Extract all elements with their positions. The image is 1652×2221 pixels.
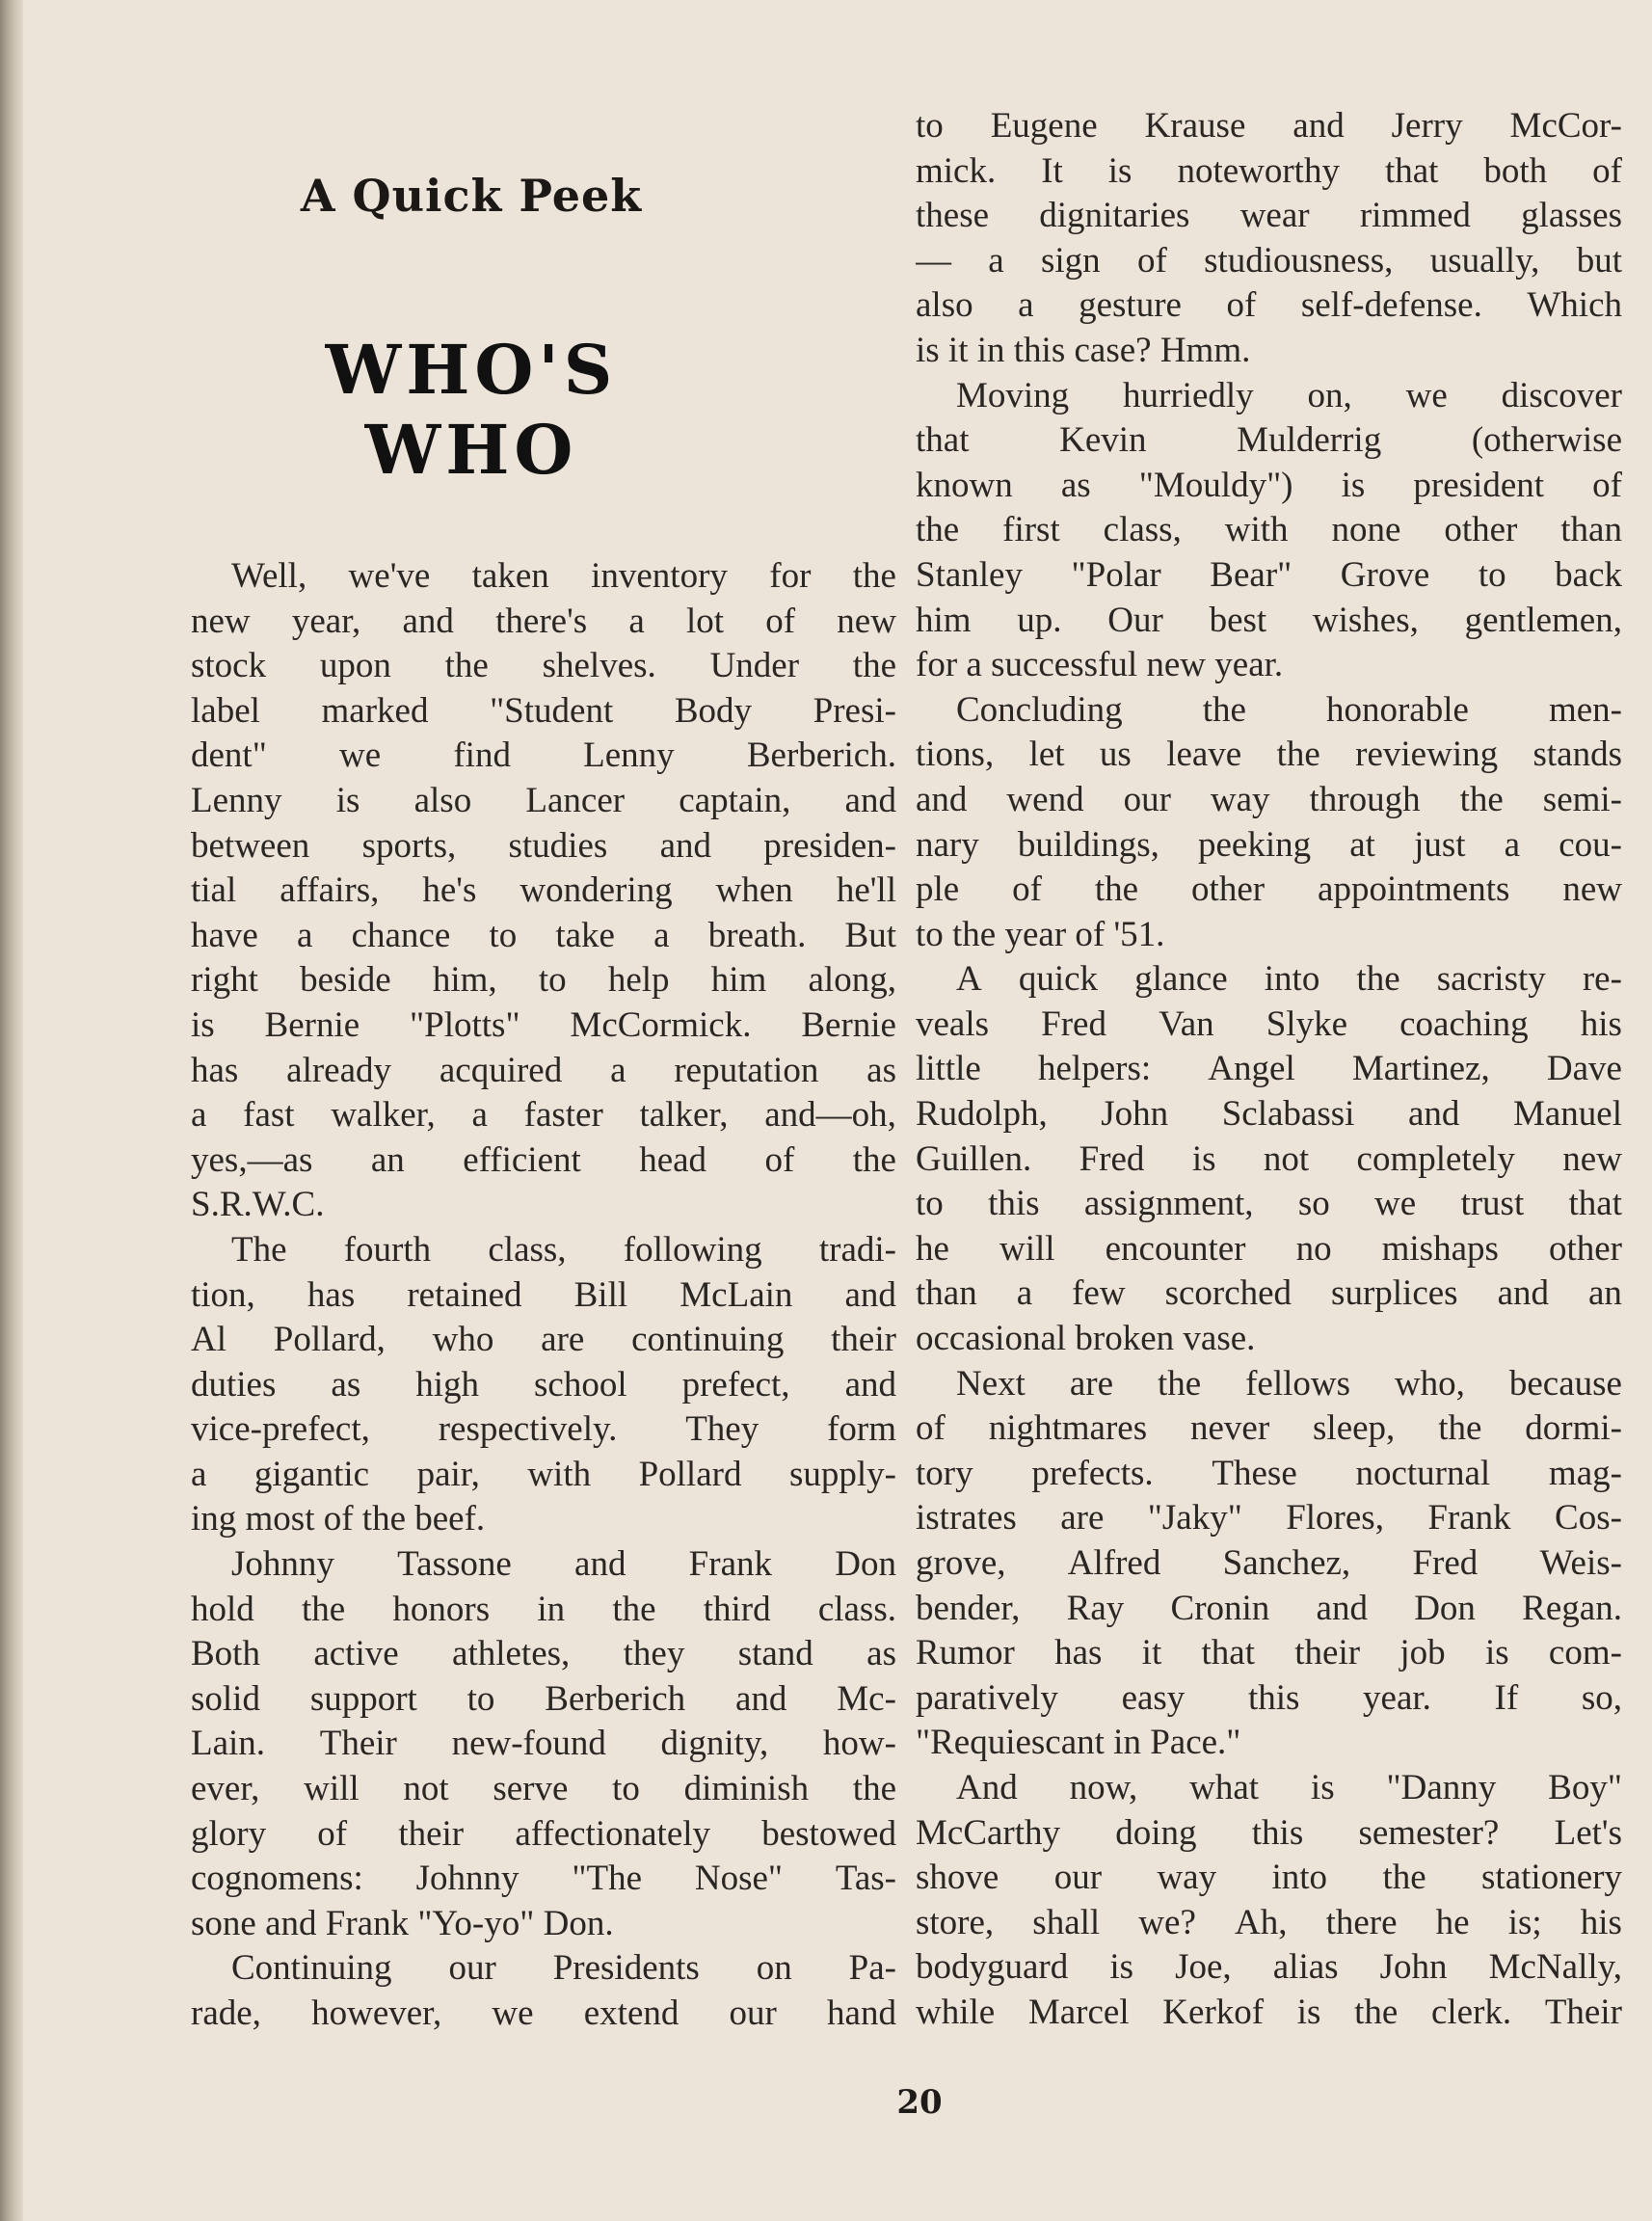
text-line: ing most of the beef.	[191, 1499, 486, 1539]
text-line: than a few scorched surplices and an	[916, 1273, 1622, 1314]
text-line: ever, will not serve to diminish the	[191, 1769, 896, 1809]
text-line: mick. It is noteworthy that both of	[916, 150, 1622, 191]
text-line: while Marcel Kerkof is the clerk. Their	[916, 1992, 1622, 2032]
text-line: tory prefects. These nocturnal mag-	[916, 1453, 1622, 1493]
text-line: between sports, studies and presiden-	[191, 825, 896, 866]
text-line: Rudolph, John Sclabassi and Manuel	[916, 1094, 1622, 1135]
text-line: a fast walker, a faster talker, and—oh,	[191, 1095, 896, 1136]
text-line: solid support to Berberich and Mc-	[191, 1678, 896, 1719]
text-line: McCarthy doing this semester? Let's	[916, 1812, 1622, 1853]
text-line: Rumor has it that their job is com-	[916, 1633, 1622, 1673]
text-line: new year, and there's a lot of new	[191, 601, 896, 641]
text-line: him up. Our best wishes, gentlemen,	[916, 600, 1622, 640]
text-line: he will encounter no mishaps other	[916, 1228, 1622, 1269]
text-line: a gigantic pair, with Pollard supply-	[191, 1454, 896, 1494]
text-line: bodyguard is Joe, alias John McNally,	[916, 1947, 1622, 1988]
text-line: for a successful new year.	[916, 645, 1284, 685]
text-line: The fourth class, following tradi-	[231, 1229, 896, 1270]
section-kicker: A Quick Peek	[300, 170, 643, 222]
text-line: bender, Ray Cronin and Don Regan.	[916, 1588, 1622, 1628]
text-line: to this assignment, so we trust that	[916, 1184, 1622, 1224]
text-line: Next are the fellows who, because	[956, 1363, 1622, 1404]
text-line: rade, however, we extend our hand	[191, 1994, 896, 2033]
text-line: dent" we find Lenny Berberich.	[191, 736, 896, 776]
text-line: Lain. Their new-found dignity, how-	[191, 1724, 896, 1764]
text-line: vice-prefect, respectively. They form	[191, 1409, 896, 1450]
text-line: tions, let us leave the reviewing stands	[916, 735, 1622, 775]
text-line: tion, has retained Bill McLain and	[191, 1274, 896, 1315]
text-line: Well, we've taken inventory for the	[231, 556, 896, 596]
text-line: sone and Frank "Yo-yo" Don.	[191, 1903, 614, 1943]
text-line: Continuing our Presidents on Pa-	[231, 1948, 896, 1989]
text-line: known as "Mouldy") is president of	[916, 465, 1622, 505]
text-line: Concluding the honorable men-	[956, 689, 1622, 730]
text-line: cognomens: Johnny "The Nose" Tas-	[191, 1859, 896, 1899]
text-line: store, shall we? Ah, there he is; his	[916, 1902, 1622, 1942]
right-text-column	[916, 104, 1622, 2036]
text-line: Lenny is also Lancer captain, and	[191, 780, 896, 820]
text-line: the first class, with none other than	[916, 510, 1622, 550]
text-line: duties as high school prefect, and	[191, 1364, 896, 1405]
text-line: right beside him, to help him along,	[191, 960, 896, 1001]
text-line: occasional broken vase.	[916, 1319, 1256, 1359]
text-line: shove our way into the stationery	[916, 1858, 1622, 1898]
text-line: S.R.W.C.	[191, 1185, 325, 1225]
text-line: A quick glance into the sacristy re-	[956, 959, 1622, 1000]
left-text-column	[191, 554, 896, 2037]
text-line: of nightmares never sleep, the dormi-	[916, 1408, 1622, 1449]
text-line: that Kevin Mulderrig (otherwise	[916, 420, 1622, 461]
text-line: has already acquired a reputation as	[191, 1050, 896, 1090]
text-line: stock upon the shelves. Under the	[191, 646, 896, 686]
text-line: have a chance to take a breath. But	[191, 915, 896, 955]
text-line: grove, Alfred Sanchez, Fred Weis-	[916, 1543, 1622, 1583]
text-line: and wend our way through the semi-	[916, 779, 1622, 819]
text-line: is it in this case? Hmm.	[916, 330, 1251, 370]
text-line: tial affairs, he's wondering when he'll	[191, 870, 896, 911]
text-line: — a sign of studiousness, usually, but	[916, 240, 1622, 281]
text-line: nary buildings, peeking at just a cou-	[916, 824, 1622, 865]
text-line: Both active athletes, they stand as	[191, 1634, 896, 1674]
text-line: "Requiescant in Pace."	[916, 1723, 1241, 1763]
text-line: veals Fred Van Slyke coaching his	[916, 1003, 1622, 1044]
text-line: istrates are "Jaky" Flores, Frank Cos-	[916, 1498, 1622, 1539]
text-line: Johnny Tassone and Frank Don	[231, 1544, 896, 1585]
text-line: these dignitaries wear rimmed glasses	[916, 196, 1622, 236]
text-line: Stanley "Polar Bear" Grove to back	[916, 554, 1622, 595]
text-line: ple of the other appointments new	[916, 870, 1622, 910]
text-line: hold the honors in the third class.	[191, 1589, 896, 1629]
article-title: WHO'S WHO	[325, 330, 618, 490]
text-line: label marked "Student Body Presi-	[191, 690, 896, 731]
text-line: is Bernie "Plotts" McCormick. Bernie	[191, 1004, 896, 1045]
text-line: to Eugene Krause and Jerry McCor-	[916, 106, 1622, 146]
text-line: also a gesture of self-defense. Which	[916, 285, 1622, 326]
text-line: Guillen. Fred is not completely new	[916, 1138, 1622, 1179]
page-number: 20	[896, 2083, 943, 2122]
text-line: paratively easy this year. If so,	[916, 1677, 1622, 1718]
text-line: little helpers: Angel Martinez, Dave	[916, 1049, 1622, 1089]
text-line: Al Pollard, who are continuing their	[191, 1320, 896, 1360]
text-line: glory of their affectionately bestowed	[191, 1813, 896, 1854]
text-line: to the year of '51.	[916, 914, 1165, 954]
text-line: And now, what is "Danny Boy"	[956, 1767, 1622, 1807]
magazine-page	[23, 0, 1652, 2221]
book-binding-edge	[0, 0, 23, 2221]
text-line: yes,—as an efficient head of the	[191, 1139, 896, 1180]
text-line: Moving hurriedly on, we discover	[956, 375, 1622, 415]
